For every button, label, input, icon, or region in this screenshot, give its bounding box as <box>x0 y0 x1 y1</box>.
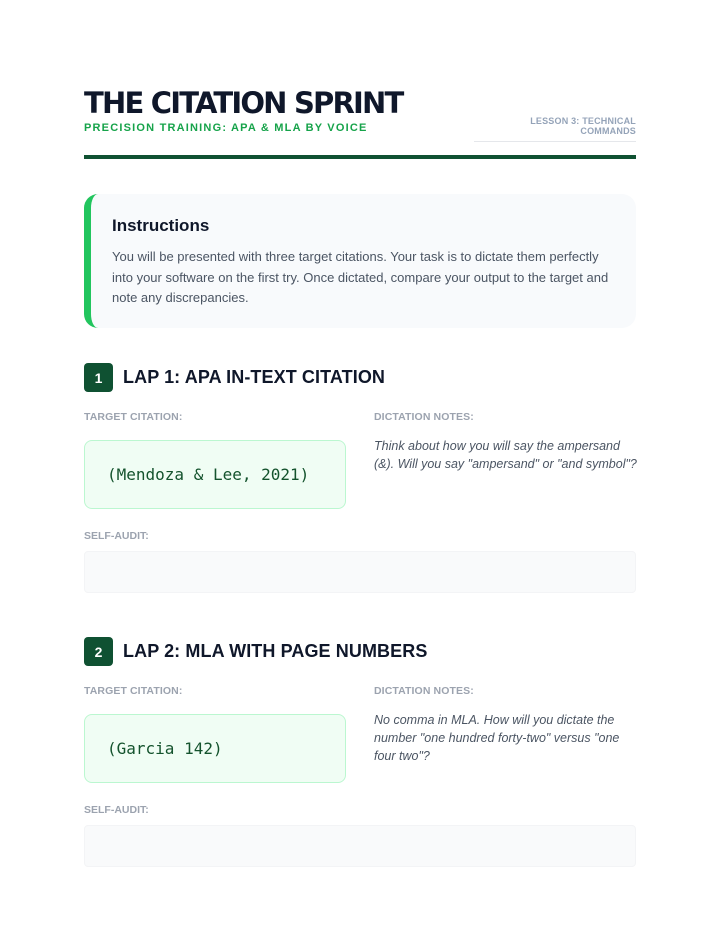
instructions-card <box>84 194 636 328</box>
header-divider <box>84 155 636 159</box>
self-audit-field[interactable] <box>84 551 636 593</box>
target-citation-box: (Mendoza & Lee, 2021) <box>84 440 346 509</box>
target-citation-label: TARGET CITATION: <box>84 411 183 423</box>
dictation-notes-label: DICTATION NOTES: <box>374 411 474 423</box>
dictation-notes-label: DICTATION NOTES: <box>374 685 474 697</box>
lap-header <box>84 637 636 666</box>
self-audit-label: SELF-AUDIT: <box>84 530 149 542</box>
instructions-heading: Instructions <box>112 216 210 235</box>
self-audit-field[interactable] <box>84 825 636 867</box>
dictation-notes: No comma in MLA. How will you dictate the number "one hundred forty-two" versus "one four two"? <box>374 713 620 763</box>
page-subtitle: PRECISION TRAINING: APA & MLA BY VOICE <box>84 122 368 134</box>
target-citation-label: TARGET CITATION: <box>84 685 183 697</box>
lap-number-badge: 2 <box>84 637 113 666</box>
self-audit-label: SELF-AUDIT: <box>84 804 149 816</box>
lap-title: LAP 1: APA IN-TEXT CITATION <box>123 367 386 387</box>
lap-2-section <box>84 637 636 816</box>
page-title: THE CITATION SPRINT <box>84 86 403 120</box>
instructions-body: You will be presented with three target citations. Your task is to dictate them perfectly into your software on the first try. Once dictated, compare your output to the target and note any discrepancies. <box>112 249 609 305</box>
lap-number-badge: 1 <box>84 363 113 392</box>
lesson-label: LESSON 3: TECHNICAL COMMANDS <box>474 116 636 142</box>
lap-title: LAP 2: MLA WITH PAGE NUMBERS <box>123 641 428 661</box>
lap-1-section <box>84 363 637 542</box>
dictation-notes: Think about how you will say the ampersand (&). Will you say "ampersand" or "and symbol"? <box>374 439 637 471</box>
header <box>84 86 636 134</box>
target-citation-box: (Garcia 142) <box>84 714 346 783</box>
lap-header <box>84 363 636 392</box>
